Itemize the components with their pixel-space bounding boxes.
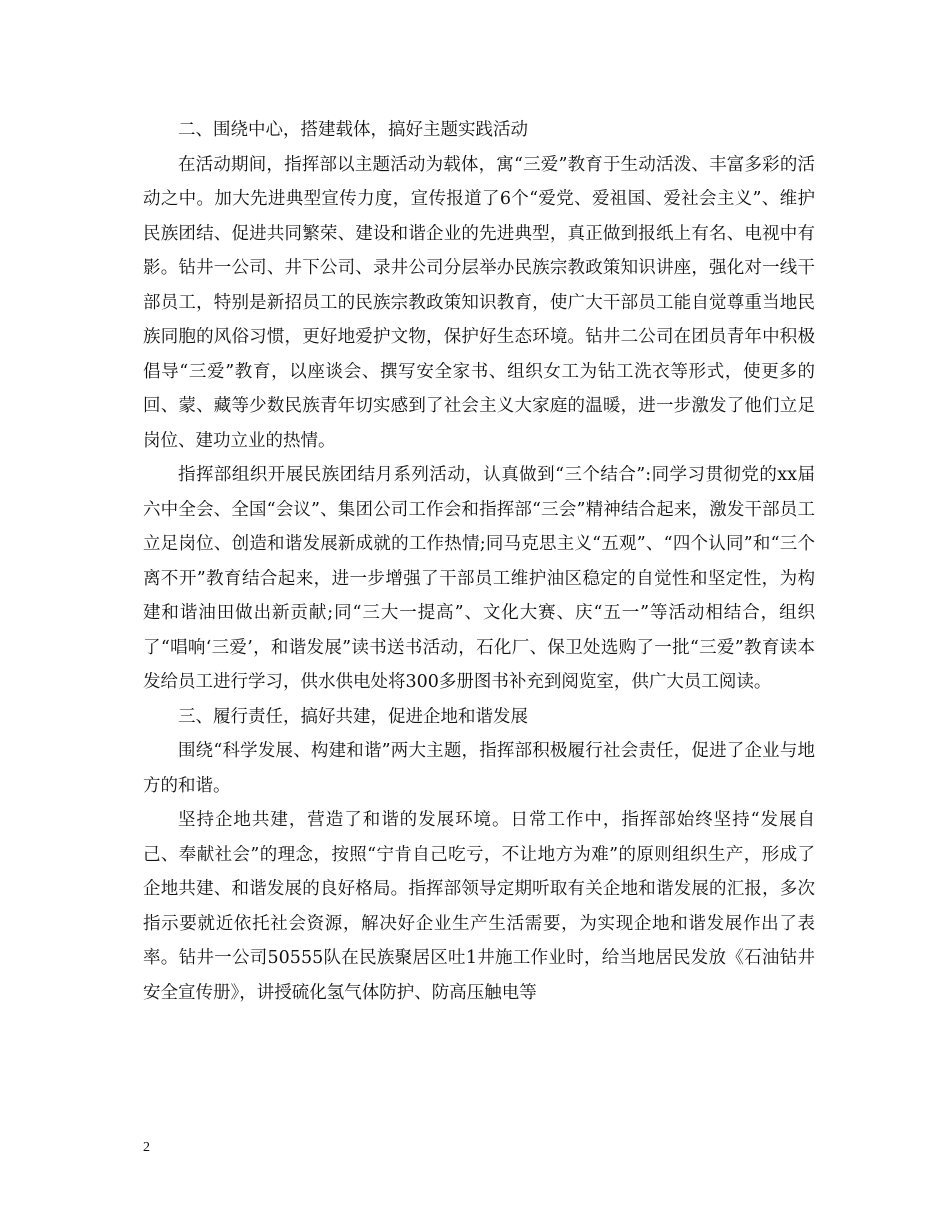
section-heading: 三、履行责任，搞好共建，促进企地和谐发展	[178, 706, 528, 727]
page-number: 2	[143, 1140, 150, 1155]
paragraph: 坚持企地共建，营造了和谐的发展环境。日常工作中，指挥部始终坚持“发展自己、奉献社会”的理念，按照“宁肯自己吃亏，不让地方为难”的原则组织生产，形成了企地共建、和谐发展的良好格局。指挥部领导定期听取有关企地和谐发展的汇报，多次指示要就近依托社会资源，解决好企业生产生活需要，为实现企地和谐发展作出了表率。钻井一公司50555队在民族聚居区吐1井施工作业时，给当地居民发放《石油钻井安全宣传册》，讲授硫化氢气体防护、防高压触电等	[143, 810, 815, 1003]
paragraph: 围绕“科学发展、构建和谐”两大主题，指挥部积极履行社会责任，促进了企业与地方的和谐。	[143, 741, 815, 796]
section-heading: 二、围绕中心，搭建载体，搞好主题实践活动	[178, 120, 528, 140]
paragraph: 指挥部组织开展民族团结月系列活动，认真做到“三个结合”:同学习贯彻党的xx届六中全会、全国“会议”、集团公司工作会和指挥部“三会”精神结合起来，激发干部员工立足岗位、创造和谐发展新成就的工作热情;同马克思主义“五观”、“四个认同”和“三个离不开”教育结合起来，进一步增强了干部员工维护油区稳定的自觉性和坚定性，为构建和谐油田做出新贡献;同“三大一提高”、文化大赛、庆“五一”等活动相结合，组织了“唱响‘三爱’，和谐发展”读书送书活动，石化厂、保卫处选购了一批“三爱”教育读本发给员工进行学习，供水供电处将300多册图书补充到阅览室，供广大员工阅读。	[143, 465, 815, 692]
document-body	[143, 113, 815, 1010]
paragraph: 在活动期间，指挥部以主题活动为载体，寓“三爱”教育于生动活泼、丰富多彩的活动之中。加大先进典型宣传力度，宣传报道了6个“爱党、爱祖国、爱社会主义”、维护民族团结、促进共同繁荣、建设和谐企业的先进典型，真正做到报纸上有名、电视中有影。钻井一公司、井下公司、录井公司分层举办民族宗教政策知识讲座，强化对一线干部员工，特别是新招员工的民族宗教政策知识教育，使广大干部员工能自觉尊重当地民族同胞的风俗习惯，更好地爱护文物，保护好生态环境。钻井二公司在团员青年中积极倡导“三爱”教育，以座谈会、撰写安全家书、组织女工为钻工洗衣等形式，使更多的回、蒙、藏等少数民族青年切实感到了社会主义大家庭的温暖，进一步激发了他们立足岗位、建功立业的热情。	[143, 154, 815, 451]
